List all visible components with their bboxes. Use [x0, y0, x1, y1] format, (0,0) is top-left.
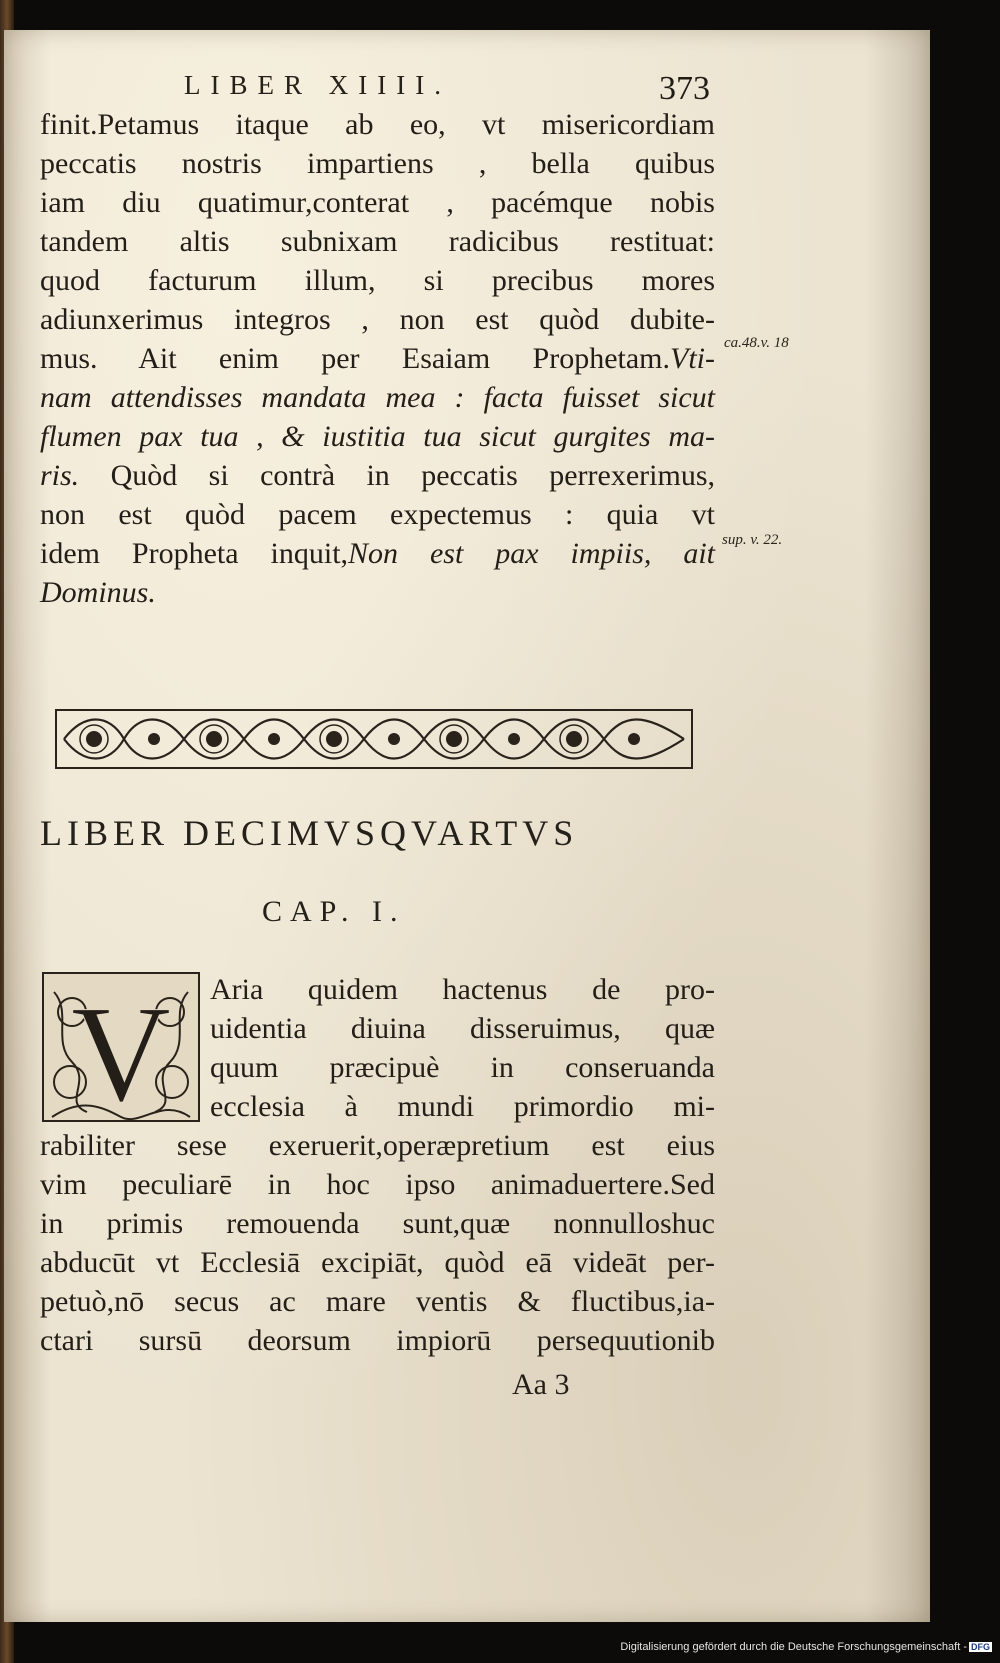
initial-letter: V — [71, 977, 171, 1122]
text-line: quum præcipuè in conseruanda — [210, 1051, 715, 1084]
text-line — [40, 456, 715, 495]
book-page — [4, 30, 930, 1622]
text-line — [40, 339, 715, 378]
text-line: non est quòd pacem expectemus : quia vt — [40, 498, 715, 531]
text-line: Aria quidem hactenus de pro- — [210, 973, 715, 1006]
signature-mark: Aa 3 — [512, 1368, 570, 1401]
italic-line: nam attendisses mandata mea : facta fuisset sicut — [40, 381, 715, 414]
running-head: LIBER XIIII. — [184, 70, 451, 100]
text-line: adiunxerimus integros , non est quòd dubite- — [40, 303, 715, 336]
dfg-logo: DFG — [971, 1642, 990, 1652]
text-line: petuò,nō secus ac mare ventis & fluctibus,ia- — [40, 1285, 715, 1318]
chapter-text — [40, 1126, 715, 1360]
text-run: Quòd si contrà in peccatis perrexerimus, — [79, 459, 715, 492]
text-line: uidentia diuina disseruimus, quæ — [210, 1012, 715, 1045]
marginal-note: sup. v. 22. — [722, 532, 783, 548]
passage-text — [40, 105, 715, 612]
text-line: ctari sursū deorsum impiorū persequutionib — [40, 1324, 715, 1357]
text-line: finit.Petamus itaque ab eo, vt misericordiam — [40, 108, 715, 141]
text-line: in primis remouenda sunt,quæ nonnulloshuc — [40, 1207, 715, 1240]
italic-line: flumen pax tua , & iustitia tua sicut gurgites ma- — [40, 420, 715, 453]
italic-run: ris. — [40, 459, 80, 492]
text-line: iam diu quatimur,conterat , pacémque nobis — [40, 186, 715, 219]
text-line: abducūt vt Ecclesiā excipiāt, quòd eā videāt per- — [40, 1246, 715, 1279]
text-line: quod facturum illum, si precibus mores — [40, 264, 715, 297]
text-line: ecclesia à mundi primordio mi- — [210, 1090, 715, 1123]
text-line — [40, 534, 715, 573]
credit-text: Digitalisierung gefördert durch die Deutsche Forschungsgemeinschaft - — [620, 1641, 967, 1653]
marginal-note: ca.48.v. 18 — [724, 335, 789, 351]
italic-line: Dominus. — [40, 576, 156, 609]
text-run: idem Propheta inquit, — [40, 537, 349, 570]
page-number: 373 — [659, 70, 710, 107]
book-title: LIBER DECIMVSQVARTVS — [40, 813, 579, 853]
digitization-credit — [620, 1641, 992, 1653]
italic-run: Vti- — [670, 342, 715, 375]
text-line: peccatis nostris impartiens , bella quibus — [40, 147, 715, 180]
text-line: tandem altis subnixam radicibus restituat: — [40, 225, 715, 258]
chapter-text-indented — [210, 970, 715, 1126]
chapter-heading: CAP. I. — [262, 895, 406, 928]
text-line: vim peculiarē in hoc ipso animaduertere.Sed — [40, 1168, 715, 1201]
text-run: mus. Ait enim per Esaiam Prophetam. — [40, 342, 670, 375]
italic-run: Non est pax impiis, ait — [348, 537, 715, 570]
text-line: rabiliter sese exeruerit,operæpretium est eius — [40, 1129, 715, 1162]
decorated-initial — [42, 972, 200, 1122]
ornamental-band — [54, 708, 694, 770]
